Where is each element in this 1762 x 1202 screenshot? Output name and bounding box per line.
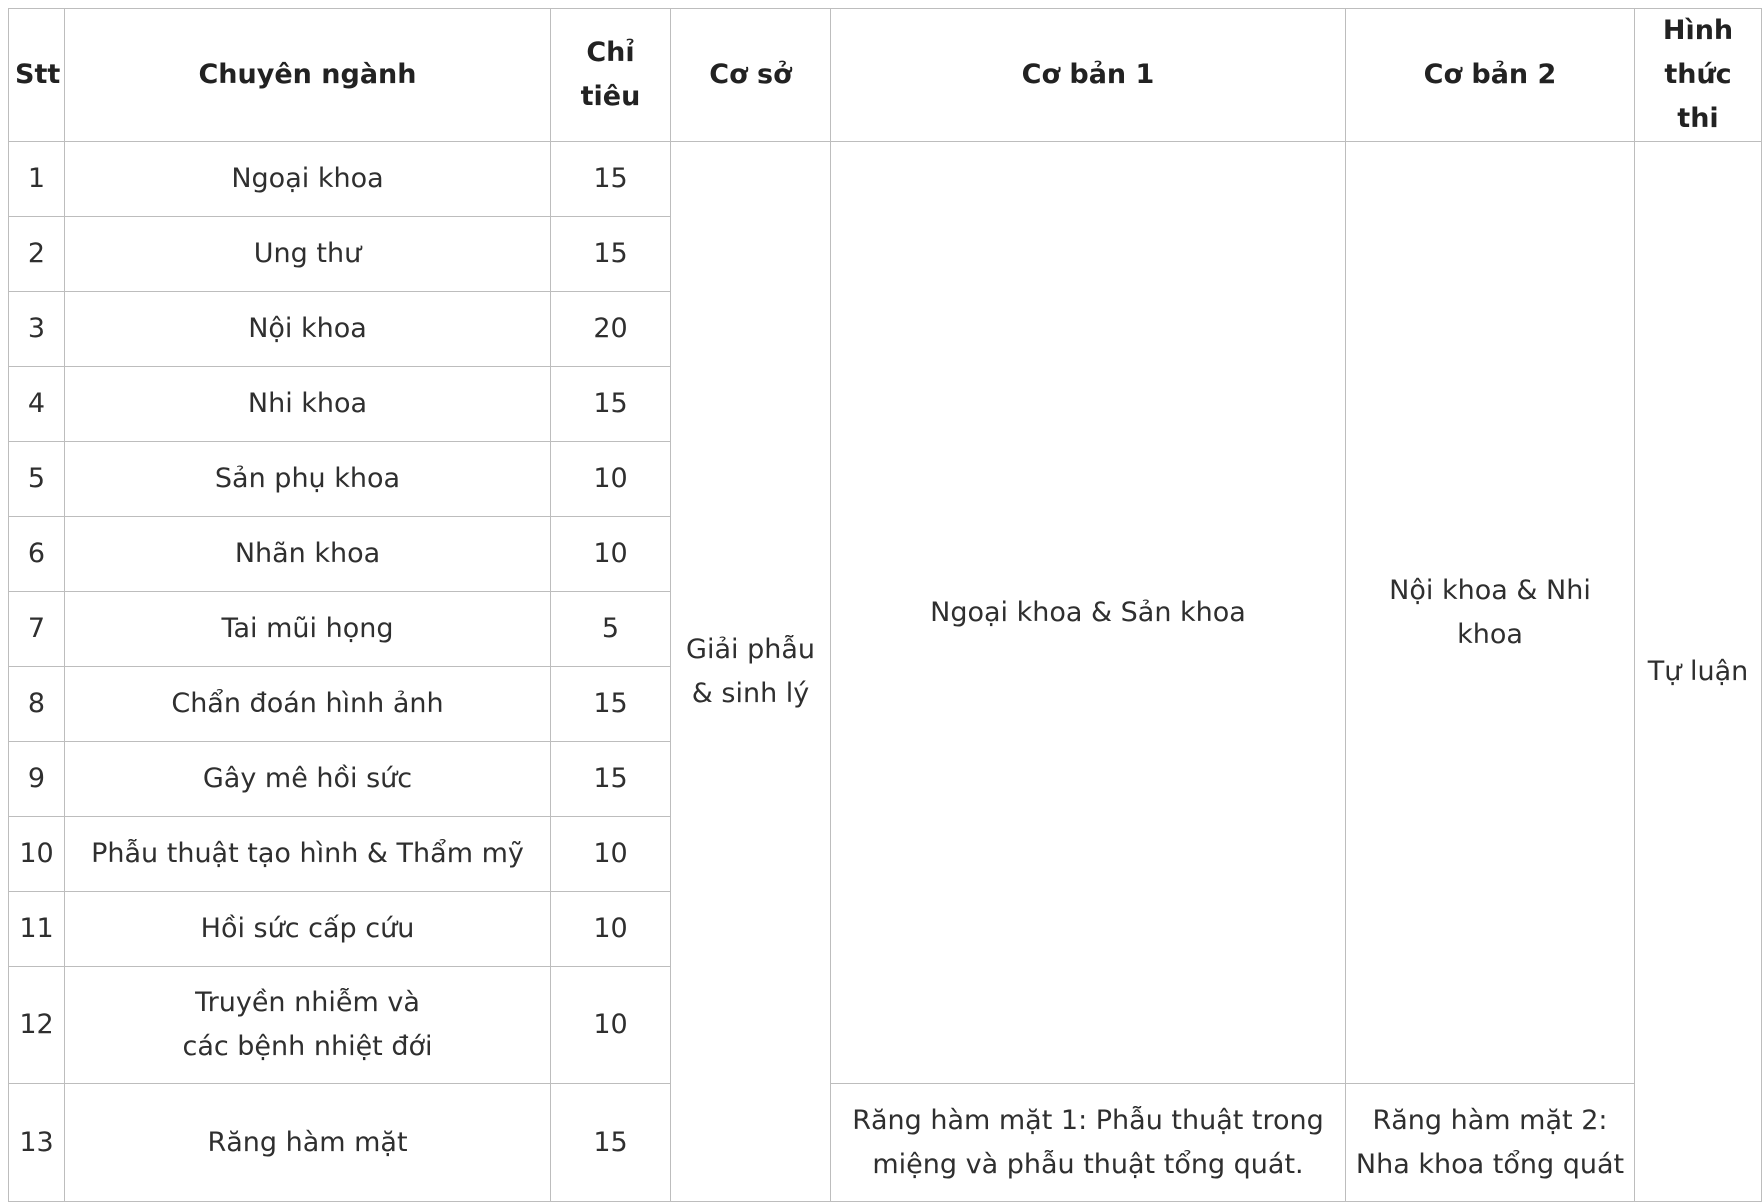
major-cell: Nhãn khoa (65, 517, 551, 592)
major-cell: Phẫu thuật tạo hình & Thẩm mỹ (65, 817, 551, 892)
basic2-dental-line2: Nha khoa tổng quát (1355, 1148, 1625, 1180)
quota-cell: 5 (551, 592, 671, 667)
stt-cell: 12 (9, 967, 65, 1084)
major-cell: Sản phụ khoa (65, 442, 551, 517)
major-cell (65, 967, 551, 1084)
header-format (1635, 9, 1762, 142)
basic2-dental-line1: Răng hàm mặt 2: (1372, 1104, 1608, 1136)
quota-cell: 15 (551, 1084, 671, 1202)
quota-cell: 10 (551, 817, 671, 892)
stt-cell: 11 (9, 892, 65, 967)
quota-cell: 15 (551, 142, 671, 217)
stt-cell: 6 (9, 517, 65, 592)
major-cell: Hồi sức cấp cứu (65, 892, 551, 967)
exam-format-cell: Tự luận (1635, 142, 1762, 1202)
major-cell: Nhi khoa (65, 367, 551, 442)
stt-cell: 9 (9, 742, 65, 817)
header-format-line1: Hình (1662, 15, 1734, 46)
major-line1: Truyền nhiễm và (195, 987, 420, 1018)
base-subject-line2: & sinh lý (691, 677, 810, 709)
major-cell: Gây mê hồi sức (65, 742, 551, 817)
table-row (9, 1084, 1762, 1202)
stt-cell: 3 (9, 292, 65, 367)
stt-cell: 5 (9, 442, 65, 517)
stt-cell: 10 (9, 817, 65, 892)
major-line2: các bệnh nhiệt đới (182, 1031, 433, 1062)
major-cell: Tai mũi họng (65, 592, 551, 667)
header-basic2: Cơ bản 2 (1346, 9, 1635, 142)
header-quota: Chỉ tiêu (551, 9, 671, 142)
basic1-subject-cell: Ngoại khoa & Sản khoa (831, 142, 1346, 1084)
header-basic1: Cơ bản 1 (831, 9, 1346, 142)
base-subject-cell (671, 142, 831, 1202)
quota-cell: 15 (551, 367, 671, 442)
stt-cell: 2 (9, 217, 65, 292)
base-subject-line1: Giải phẫu (686, 633, 815, 665)
header-row (9, 9, 1762, 142)
major-cell: Chẩn đoán hình ảnh (65, 667, 551, 742)
header-major: Chuyên ngành (65, 9, 551, 142)
header-base: Cơ sở (671, 9, 831, 142)
header-format-line2: thức thi (1664, 59, 1732, 134)
basic1-dental-line1: Răng hàm mặt 1: Phẫu thuật trong (852, 1104, 1324, 1136)
major-cell: Nội khoa (65, 292, 551, 367)
basic1-dental-line2: miệng và phẫu thuật tổng quát. (872, 1148, 1304, 1180)
table-row (9, 142, 1762, 217)
stt-cell: 13 (9, 1084, 65, 1202)
quota-cell: 20 (551, 292, 671, 367)
header-stt: Stt (9, 9, 65, 142)
quota-cell: 15 (551, 217, 671, 292)
stt-cell: 4 (9, 367, 65, 442)
basic2-dental-cell (1346, 1084, 1635, 1202)
stt-cell: 1 (9, 142, 65, 217)
quota-cell: 10 (551, 517, 671, 592)
quota-cell: 15 (551, 667, 671, 742)
stt-cell: 8 (9, 667, 65, 742)
major-cell: Răng hàm mặt (65, 1084, 551, 1202)
quota-cell: 15 (551, 742, 671, 817)
quota-cell: 10 (551, 892, 671, 967)
basic2-subject-cell: Nội khoa & Nhi khoa (1346, 142, 1635, 1084)
specialty-table (8, 8, 1762, 1202)
quota-cell: 10 (551, 442, 671, 517)
major-cell: Ngoại khoa (65, 142, 551, 217)
major-cell: Ung thư (65, 217, 551, 292)
basic1-dental-cell (831, 1084, 1346, 1202)
stt-cell: 7 (9, 592, 65, 667)
quota-cell: 10 (551, 967, 671, 1084)
